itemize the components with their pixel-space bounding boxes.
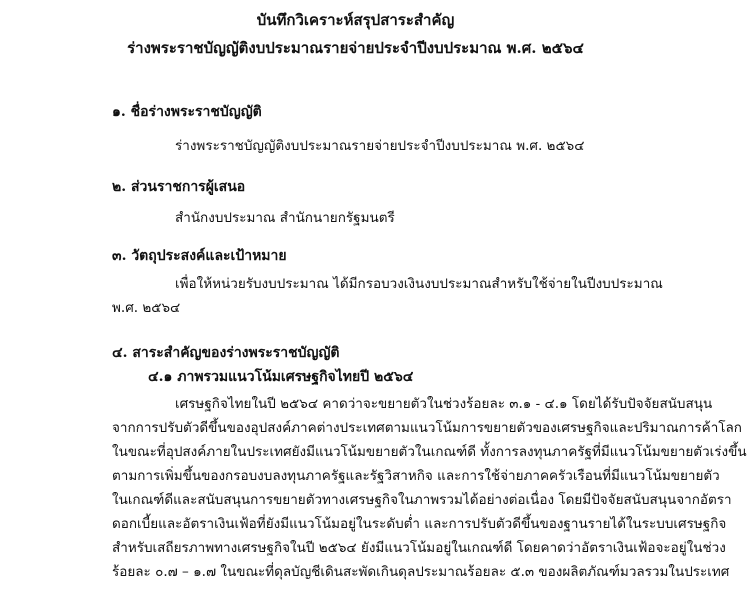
section-3-heading: ๓. วัตถุประสงค์และเป้าหมาย [112,248,287,264]
section-1-heading: ๑. ชื่อร่างพระราชบัญญัติ [112,104,262,120]
paragraph-line: ในเกณฑ์ดีและสนับสนุนการขยายตัวทางเศรษฐกิจในภาพรวมได้อย่างต่อเนื่อง โดยมีปัจจัยสนับสนุนจากอัตรา [112,492,732,508]
document-subtitle: ร่างพระราชบัญญัติงบประมาณรายจ่ายประจำปีงบประมาณ พ.ศ. ๒๕๖๔ [127,39,584,57]
section-4-heading: ๔. สาระสำคัญของร่างพระราชบัญญัติ [112,345,340,361]
section-3-body-line-1: เพื่อให้หน่วยรับงบประมาณ ได้มีกรอบวงเงินงบประมาณสำหรับใช้จ่ายในปีงบประมาณ [175,276,663,292]
paragraph-line: ร้อยละ ๐.๗ – ๑.๗ ในขณะที่ดุลบัญชีเดินสะพัดเกินดุลประมาณร้อยละ ๕.๓ ของผลิตภัณฑ์มวลรวมในประเทศ [112,564,730,580]
section-2-body: สำนักงบประมาณ สำนักนายกรัฐมนตรี [175,210,395,226]
paragraph-line: จากการปรับตัวดีขึ้นของอุปสงค์ภาคต่างประเทศตามแนวโน้มการขยายตัวของเศรษฐกิจและปริมาณการค้าโลก [112,420,742,436]
section-2-heading: ๒. ส่วนราชการผู้เสนอ [112,179,246,195]
paragraph-line: ดอกเบี้ยและอัตราเงินเฟ้อที่ยังมีแนวโน้มอยู่ในระดับต่ำ และการปรับตัวดีขึ้นของฐานรายได้ในระบบเศรษฐกิจ [112,516,727,532]
paragraph-line: สำหรับเสถียรภาพทางเศรษฐกิจในปี ๒๕๖๔ ยังมีแนวโน้มอยู่ในเกณฑ์ดี โดยคาดว่าอัตราเงินเฟ้อจะอยู่ในช่วง [112,540,726,556]
paragraph-line: ในขณะที่อุปสงค์ภายในประเทศยังมีแนวโน้มขยายตัวในเกณฑ์ดี ทั้งการลงทุนภาครัฐที่มีแนวโน้มขยายตัวเร่งขึ้น [112,444,747,460]
paragraph-line: ตามการเพิ่มขึ้นของกรอบงบลงทุนภาครัฐและรัฐวิสาหกิจ และการใช้จ่ายภาคครัวเรือนที่มีแนวโน้มขยายตัว [112,468,720,484]
section-4-1-heading: ๔.๑ ภาพรวมแนวโน้มเศรษฐกิจไทยปี ๒๕๖๔ [148,369,414,385]
section-1-body: ร่างพระราชบัญญัติงบประมาณรายจ่ายประจำปีงบประมาณ พ.ศ. ๒๕๖๔ [175,138,585,154]
document-title: บันทึกวิเคราะห์สรุปสาระสำคัญ [256,11,455,29]
paragraph-line: เศรษฐกิจไทยในปี ๒๕๖๔ คาดว่าจะขยายตัวในช่วงร้อยละ ๓.๑ - ๔.๑ โดยได้รับปัจจัยสนับสนุน [175,396,713,412]
section-3-body-line-2: พ.ศ. ๒๕๖๔ [112,300,181,316]
